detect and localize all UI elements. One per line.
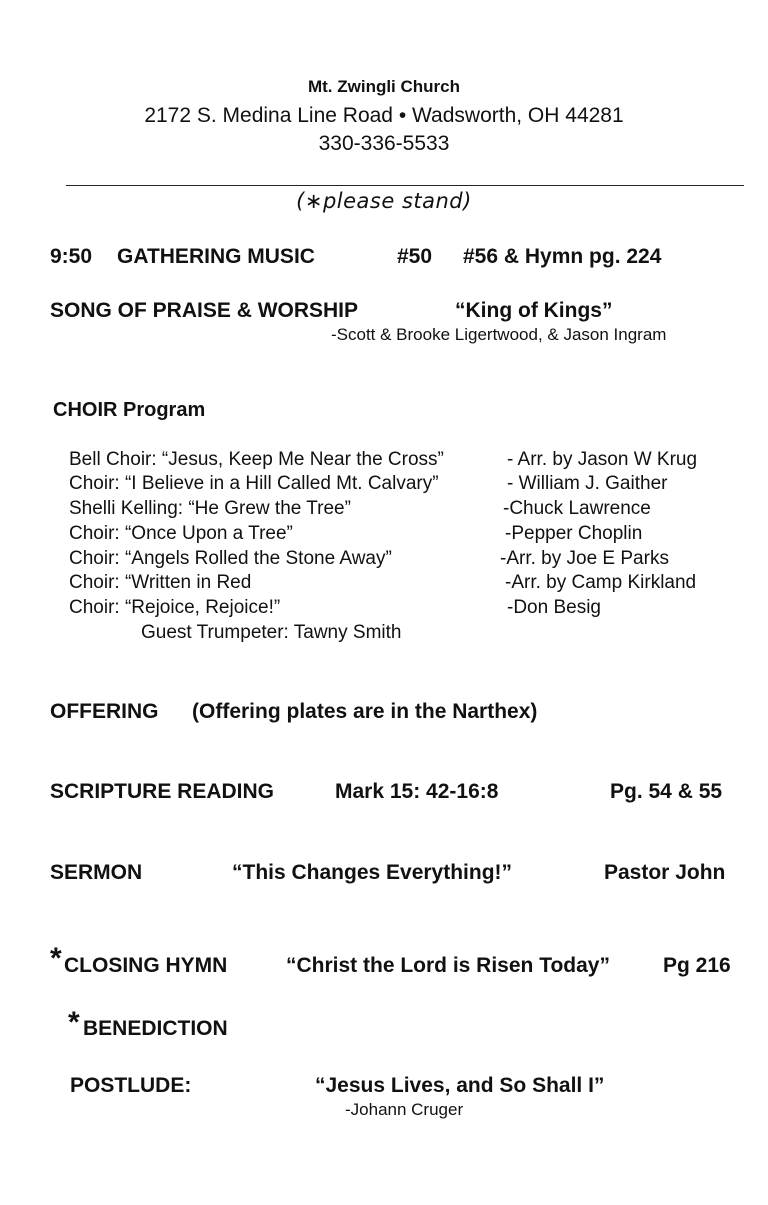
benediction-stand-marker: * (68, 1006, 80, 1039)
please-stand-note: (∗please stand) (296, 189, 472, 213)
choir-item-1-credit: - Arr. by Jason W Krug (507, 449, 698, 470)
choir-item-7-credit: -Don Besig (507, 597, 601, 618)
gathering-label: GATHERING MUSIC (117, 245, 315, 268)
guest-trumpeter: Guest Trumpeter: Tawny Smith (141, 622, 402, 643)
offering-note: (Offering plates are in the Narthex) (192, 700, 538, 723)
praise-credit: -Scott & Brooke Ligertwood, & Jason Ingram (331, 325, 667, 344)
closing-hymn-page: Pg 216 (663, 954, 731, 977)
sermon-title: “This Changes Everything!” (232, 861, 513, 884)
choir-item-2-title: Choir: “I Believe in a Hill Called Mt. Calvary” (69, 473, 439, 494)
church-phone: 330-336-5533 (318, 132, 450, 155)
church-address: 2172 S. Medina Line Road • Wadsworth, OH 44281 (144, 104, 624, 127)
closing-hymn-stand-marker: * (50, 942, 62, 975)
offering-label: OFFERING (50, 700, 159, 723)
church-name: Mt. Zwingli Church (307, 77, 461, 96)
choir-item-4-title: Choir: “Once Upon a Tree” (69, 523, 293, 544)
closing-hymn-title: “Christ the Lord is Risen Today” (286, 954, 610, 977)
postlude-title: “Jesus Lives, and So Shall I” (315, 1074, 605, 1097)
praise-label: SONG OF PRAISE & WORSHIP (50, 299, 359, 322)
choir-item-1-title: Bell Choir: “Jesus, Keep Me Near the Cross” (69, 449, 444, 470)
sermon-label: SERMON (50, 861, 143, 884)
choir-item-4-credit: -Pepper Choplin (505, 523, 643, 544)
closing-hymn-label: CLOSING HYMN (64, 954, 228, 977)
benediction-label: BENEDICTION (83, 1017, 228, 1040)
scripture-label: SCRIPTURE READING (50, 780, 275, 803)
postlude-label: POSTLUDE: (70, 1074, 192, 1097)
scripture-passage: Mark 15: 42-16:8 (335, 780, 499, 803)
postlude-credit: -Johann Cruger (345, 1100, 464, 1119)
choir-item-3-title: Shelli Kelling: “He Grew the Tree” (69, 498, 351, 519)
choir-item-3-credit: -Chuck Lawrence (503, 498, 651, 519)
choir-item-7-title: Choir: “Rejoice, Rejoice!” (69, 597, 281, 618)
choir-item-2-credit: - William J. Gaither (507, 473, 668, 494)
choir-item-6-credit: -Arr. by Camp Kirkland (505, 572, 697, 593)
gathering-number-1: #50 (397, 245, 433, 268)
gathering-number-2: #56 & Hymn pg. 224 (463, 245, 662, 268)
scripture-page: Pg. 54 & 55 (610, 780, 723, 803)
header-divider (66, 185, 744, 186)
choir-item-5-credit: -Arr. by Joe E Parks (500, 548, 669, 569)
choir-heading: CHOIR Program (53, 399, 206, 421)
sermon-speaker: Pastor John (604, 861, 726, 884)
gathering-time: 9:50 (50, 245, 93, 268)
choir-item-6-title: Choir: “Written in Red (69, 572, 252, 593)
praise-title: “King of Kings” (455, 299, 613, 322)
choir-item-5-title: Choir: “Angels Rolled the Stone Away” (69, 548, 392, 569)
